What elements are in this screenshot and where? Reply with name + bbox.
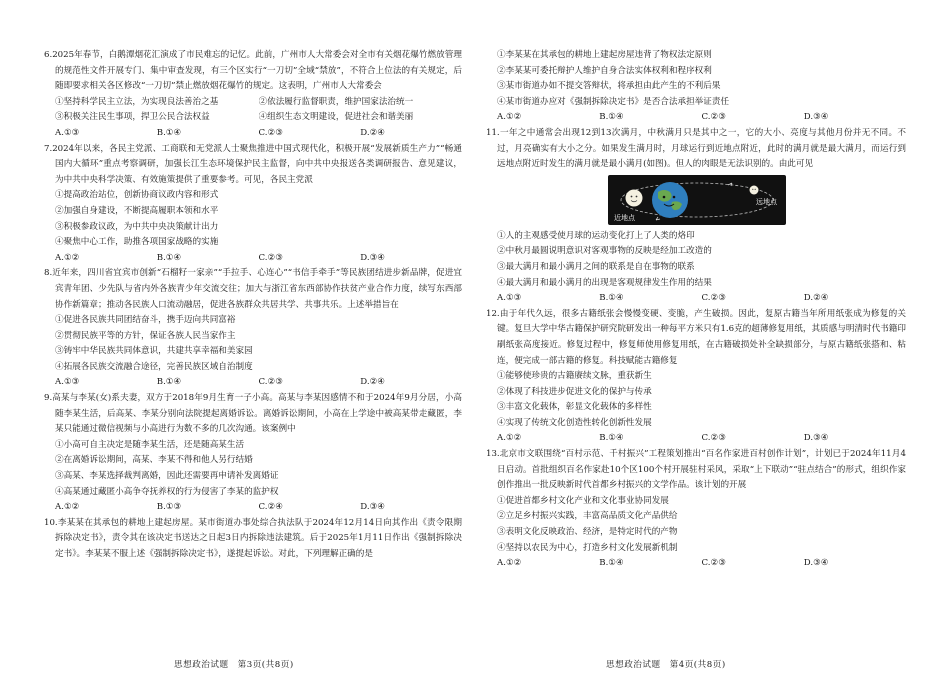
question-11-option-2: ②中秋月最圆说明意识对客观事物的反映是经加工改造的 — [497, 246, 712, 257]
choice-a: A.①② — [55, 252, 80, 263]
question-9-option-1: ①小高可自主决定是随李某生活，还是随高某生活 — [55, 439, 245, 450]
choice-a: A.①② — [497, 558, 522, 569]
question-6-stem: 6.2025年春节，白鹅潭烟花汇演成了市民难忘的记忆。此前，广州市人大常委会对全市有关烟花爆竹燃放管理的规范性文件开展专门、集中审查发现，有三个区实行“一刀切”全域“禁放”，不符合上位法的有关规定，后随即要求相关各区修改“一刀切”禁止燃放烟花爆竹的规定。这表明，广州市人大常委会 — [44, 50, 462, 92]
question-7-option-1: ①提高政治站位，创新协商议政内容和形式 — [55, 190, 219, 201]
question-8 — [44, 266, 462, 391]
question-9-option-3: ③高某、李某选择裁判离婚，因此还需要再申请补发离婚证 — [55, 471, 279, 482]
question-10-option-3: ③某市街道办如不提交答辩状，将承担由此产生的不利后果 — [497, 81, 721, 92]
question-10-option-2: ②李某某可委托辩护人维护自身合法实体权利和程序权利 — [497, 65, 712, 76]
question-8-option-2: ②贯彻民族平等的方针，保证各族人民当家作主 — [55, 330, 236, 341]
choice-d: D.③④ — [803, 558, 829, 569]
choice-c: C.②③ — [701, 433, 726, 444]
question-7-stem: 7.2024年以来，各民主党派、工商联和无党派人士聚焦推进中国式现代化，积极开展“发展新质生产力”“畅通国内大循环”重点考察调研，加强长江生态环境保护民主监督，向中共中央报送各类调研报告、意见建议，为中共中央科学决策、有效施策提供了重要参考。可见，各民主党派 — [44, 143, 462, 185]
question-8-option-3: ③铸牢中华民族共同体意识，共建共享幸福和美家园 — [55, 346, 253, 357]
moon-near-eye — [636, 195, 638, 197]
choice-b: B.①④ — [156, 127, 182, 138]
left-column — [44, 48, 462, 563]
question-6-option-1: ①坚持科学民主立法，为实现良法善治之基 — [55, 96, 219, 107]
question-10 — [44, 516, 462, 563]
choice-d: D.②④ — [360, 127, 385, 138]
choice-c: C.②④ — [258, 502, 283, 513]
near-point-label: 近地点 — [614, 213, 635, 222]
question-6-option-3: ③积极关注民生事项，捍卫公民合法权益 — [55, 112, 210, 123]
moon-far-eye — [755, 188, 756, 189]
question-10-choices — [486, 110, 906, 126]
question-6-options-row-1 — [44, 95, 462, 111]
right-column — [486, 48, 906, 572]
choice-b: B.①③ — [156, 502, 182, 513]
choice-c: C.②③ — [258, 127, 283, 138]
question-8-choices — [44, 375, 462, 391]
question-10-continued — [486, 48, 906, 126]
question-12-option-4: ④实现了传统文化创造性转化创新性发展 — [497, 417, 652, 428]
page-footer-right: 思想政治试题 第4页(共8页) — [606, 660, 726, 670]
question-10-option-1: ①李某某在其承包的耕地上建起房屋违背了物权法定原则 — [497, 50, 712, 60]
question-9-stem: 9.高某与李某(女)系夫妻，双方于2018年9月生育一子小高。高某与李某因感情不和于2024年9月分居，小高随李某生活，后高某、李某分别向法院提起离婚诉讼。离婚诉讼期间，小高在上学途中被高某带走藏匿，李某只能通过微信视频与小高进行为数不多的几次沟通。该案例中 — [44, 393, 462, 435]
choice-d: D.②④ — [803, 293, 829, 304]
arrow-icon — [728, 183, 732, 186]
question-11-option-4: ④最大满月和最小满月的出现是客观规律发生作用的结果 — [497, 277, 712, 288]
question-7-option-2: ②加强自身建设，不断提高履职本领和水平 — [55, 205, 219, 216]
earth-icon — [652, 182, 688, 218]
choice-b: B.①④ — [599, 558, 624, 569]
choice-b: B.①④ — [599, 433, 624, 444]
earth-eye-left — [663, 195, 666, 198]
choice-c: C.②③ — [701, 293, 726, 304]
moon-orbit-figure — [608, 175, 786, 225]
choice-d: D.③④ — [360, 252, 385, 263]
question-6-choices — [44, 126, 462, 142]
question-8-option-4: ④拓展各民族交流融合途径，完善民族区域自治制度 — [55, 361, 253, 372]
choice-a: A.①② — [497, 433, 522, 444]
question-7-choices — [44, 251, 462, 267]
far-point-label: 远地点 — [756, 197, 777, 206]
question-13-choices — [486, 556, 906, 572]
question-13-option-1: ①促进首都乡村文化产业和文化事业协同发展 — [497, 495, 669, 506]
arrow-icon — [656, 217, 660, 220]
choice-b: B.①④ — [599, 112, 624, 123]
question-10-stem: 10.李某某在其承包的耕地上建起房屋。某市街道办事处综合执法队于2024年12月14日向其作出《责令限期拆除决定书》，责令其在该决定书送达之日起3日内拆除违法建筑。后于2025年1月11日作出《强制拆除决定书》。李某某不服上述《强制拆除决定书》，遂提起诉讼。对此，下列理解正确的是 — [44, 517, 462, 559]
choice-c: C.②③ — [701, 112, 726, 123]
question-12-option-3: ③丰富文化载体，彰显文化载体的多样性 — [497, 402, 652, 413]
question-6-option-2: ②依法履行监督职责，维护国家法治统一 — [258, 96, 414, 107]
earth-eye-right — [673, 195, 676, 198]
question-13-stem: 13.北京市文联围绕“百村示范、千村振兴”工程策划推出“百名作家进百村创作计划”，计划已于2024年11月4日启动。首批组织百名作家赴10个区100个村开展驻村采风，采取“上下联动”“驻点结合”的形式，组织作家创作推出一批反映新时代首都乡村振兴的文学作品。该计划的开展 — [486, 449, 906, 491]
question-9-option-4: ④高某通过藏匿小高争夺抚养权的行为侵害了李某的监护权 — [55, 486, 279, 497]
question-9-choices — [44, 500, 462, 516]
choice-d: D.③④ — [803, 433, 829, 444]
question-11-option-3: ③最大满月和最小满月之间的联系是自在事物的联系 — [497, 261, 695, 272]
choice-b: B.①④ — [599, 293, 624, 304]
choice-b: B.①④ — [156, 252, 182, 263]
moon-near-icon — [626, 189, 643, 206]
question-13-option-2: ②立足乡村振兴实践，丰富高品质文化产品供给 — [497, 511, 678, 522]
question-13 — [486, 447, 906, 572]
choice-d: D.③④ — [360, 502, 385, 513]
choice-a: A.①② — [497, 112, 522, 123]
question-10-option-4: ④某市街道办应对《强制拆除决定书》是否合法承担举证责任 — [497, 96, 730, 107]
moon-orbit-diagram — [608, 175, 786, 225]
question-11 — [486, 126, 906, 307]
question-12-stem: 12.由于年代久远，很多古籍纸张会慢慢变硬、变脆，产生破损。因此，复原古籍当年所用纸张成为修复的关键。复旦大学中华古籍保护研究院研发出一种每平方米只有1.6克的超薄修复用纸，其质感与明清时代书籍印刷纸张高度接近。修复过程中，修复师使用修复用纸，在古籍破损处补全缺损部分，与原古籍纸张搭和、粘连，便完成一部古籍的修复。科技赋能古籍修复 — [486, 308, 906, 366]
choice-d: D.②④ — [360, 377, 385, 388]
question-6 — [44, 48, 462, 142]
choice-b: B.①④ — [156, 377, 182, 388]
moon-far-eye — [752, 188, 753, 189]
question-11-choices — [486, 291, 906, 307]
choice-c: C.②③ — [258, 252, 283, 263]
question-13-option-4: ④坚持以农民为中心，打造乡村文化发展新机制 — [497, 542, 678, 553]
choice-c: C.②③ — [258, 377, 283, 388]
choice-a: A.①③ — [497, 293, 522, 304]
page-footer-left: 思想政治试题 第3页(共8页) — [174, 660, 294, 670]
question-6-options-row-2 — [44, 110, 462, 126]
moon-far-icon — [750, 185, 759, 194]
question-7-option-4: ④聚焦中心工作，助推各项国家战略的实施 — [55, 237, 219, 248]
question-9-option-2: ②在离婚诉讼期间，高某、李某不得和他人另行结婚 — [55, 455, 253, 466]
question-7-option-3: ③积极参政议政，为中共中央决策献计出力 — [55, 221, 219, 232]
choice-a: A.①③ — [55, 127, 80, 138]
question-12-option-1: ①能够使珍贵的古籍赓续文脉，重获新生 — [497, 371, 652, 382]
choice-d: D.③④ — [803, 112, 829, 123]
question-6-option-4: ④组织生态文明建设，促进社会和谐美丽 — [258, 112, 414, 123]
question-11-stem: 11.一年之中通常会出现12到13次满月，中秋满月只是其中之一，它的大小、亮度与其他月份并无不同。不过，月亮确实有大小之分。如果发生满月时，月球运行到近地点附近，此时的满月就是最大满月，而运行到远地点附近时发生的满月就是最小满月(如图)。但人的肉眼是无法识别的。由此可见 — [486, 127, 906, 170]
choice-a: A.①② — [55, 502, 80, 513]
choice-c: C.②③ — [701, 558, 726, 569]
question-13-option-3: ③表明文化反映政治、经济，是特定时代的产物 — [497, 527, 678, 538]
question-12-option-2: ②体现了科技进步促进文化的保护与传承 — [497, 386, 652, 397]
question-12-choices — [486, 431, 906, 447]
question-8-stem: 8.近年来，四川省宜宾市创新“石榴籽一家亲”“手拉手、心连心”“书信手牵手”等民族团结进步新品牌，促进宜宾青年团、少先队与省内外各族青少年交流交往；加大与浙江省东西部协作扶贫产业合作力度，续写东西部协作新篇章；推动各民族人口流动融居，促进各族群众共居共学、共事共乐。上述举措旨在 — [44, 268, 462, 310]
question-7 — [44, 142, 462, 267]
question-12 — [486, 307, 906, 447]
question-11-option-1: ①人的主观感受使月球的运动变化打上了人类的烙印 — [497, 230, 695, 241]
moon-near-eye — [631, 195, 633, 197]
question-8-option-1: ①促进各民族共同团结奋斗，携手迈向共同富裕 — [55, 315, 236, 326]
choice-a: A.①③ — [55, 377, 80, 388]
question-9 — [44, 391, 462, 516]
